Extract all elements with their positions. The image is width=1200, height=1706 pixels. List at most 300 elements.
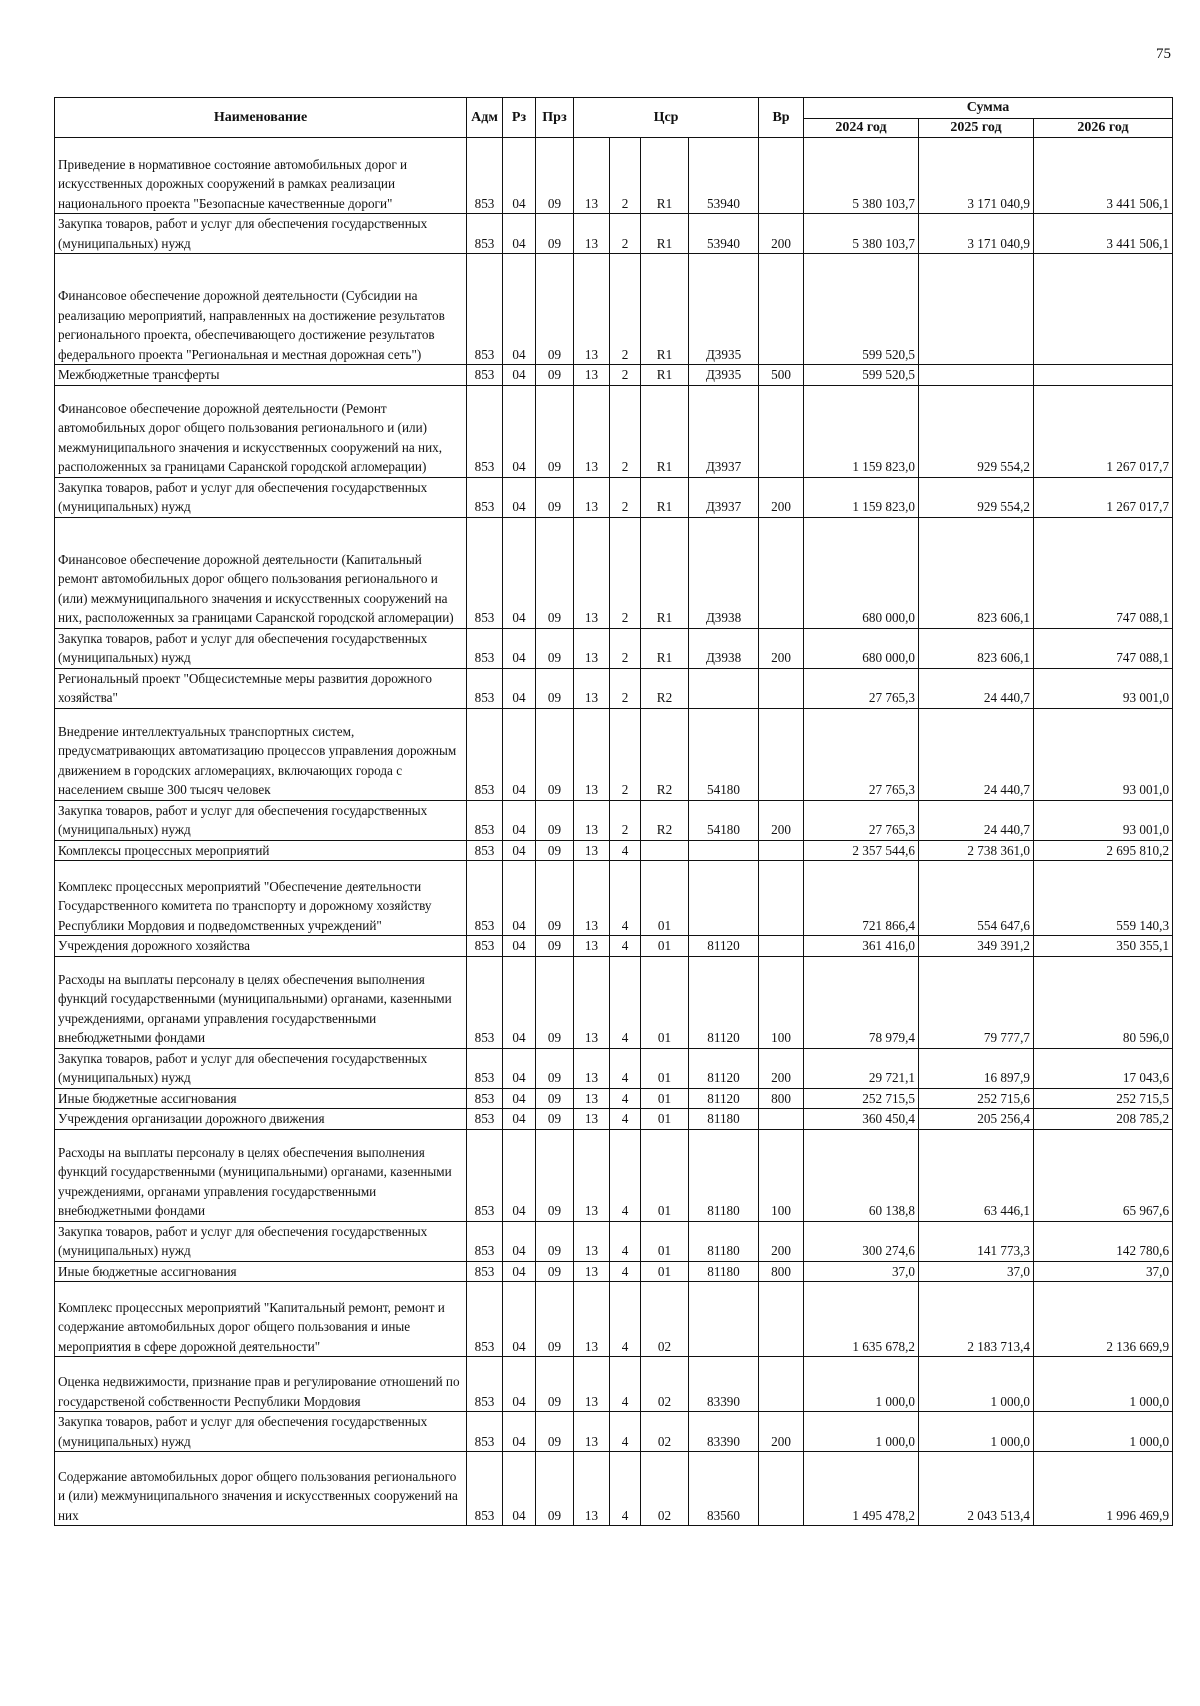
header-rz: Рз: [503, 98, 536, 138]
row-vr: [759, 1282, 804, 1357]
row-value-2024: 599 520,5: [804, 365, 919, 386]
row-name: Учреждения дорожного хозяйства: [55, 936, 467, 957]
row-prz: 09: [536, 1452, 574, 1526]
row-value-2026: 80 596,0: [1034, 956, 1173, 1048]
table-row: [55, 517, 1173, 628]
row-csr-3: R1: [641, 254, 689, 365]
row-value-2024: 2 357 544,6: [804, 840, 919, 861]
row-csr-4: 81120: [689, 936, 759, 957]
row-rz: 04: [503, 628, 536, 668]
table-row: [55, 1088, 1173, 1109]
row-value-2024: 78 979,4: [804, 956, 919, 1048]
row-prz: 09: [536, 477, 574, 517]
row-prz: 09: [536, 668, 574, 708]
row-value-2026: 350 355,1: [1034, 936, 1173, 957]
table-row: [55, 138, 1173, 214]
row-csr-3: 01: [641, 936, 689, 957]
row-value-2026: 37,0: [1034, 1261, 1173, 1282]
row-csr-1: 13: [574, 1452, 610, 1526]
table-row: [55, 477, 1173, 517]
row-prz: 09: [536, 861, 574, 936]
row-csr-2: 2: [610, 517, 641, 628]
row-vr: [759, 517, 804, 628]
row-csr-4: [689, 668, 759, 708]
row-value-2026: 93 001,0: [1034, 800, 1173, 840]
row-name: Закупка товаров, работ и услуг для обеспечения государственных (муниципальных) нужд: [55, 1412, 467, 1452]
row-csr-1: 13: [574, 668, 610, 708]
row-csr-2: 2: [610, 800, 641, 840]
row-csr-3: 01: [641, 1048, 689, 1088]
row-adm: 853: [467, 1357, 503, 1412]
row-value-2025: 3 171 040,9: [919, 138, 1034, 214]
row-value-2026: 1 000,0: [1034, 1412, 1173, 1452]
table-row: [55, 254, 1173, 365]
row-rz: 04: [503, 861, 536, 936]
row-rz: 04: [503, 1129, 536, 1221]
row-value-2024: 361 416,0: [804, 936, 919, 957]
row-adm: 853: [467, 800, 503, 840]
row-vr: 200: [759, 477, 804, 517]
row-csr-3: R1: [641, 365, 689, 386]
row-adm: 853: [467, 1088, 503, 1109]
row-name: Содержание автомобильных дорог общего пользования регионального и (или) межмуниципального значения и искусственных сооружений на них: [55, 1452, 467, 1526]
row-rz: 04: [503, 800, 536, 840]
row-csr-2: 4: [610, 1282, 641, 1357]
row-csr-4: 81180: [689, 1261, 759, 1282]
row-value-2024: 252 715,5: [804, 1088, 919, 1109]
row-csr-2: 2: [610, 477, 641, 517]
row-csr-2: 4: [610, 1357, 641, 1412]
row-csr-4: 81180: [689, 1109, 759, 1130]
row-csr-3: 01: [641, 1109, 689, 1130]
row-rz: 04: [503, 254, 536, 365]
row-rz: 04: [503, 1048, 536, 1088]
row-value-2025: 37,0: [919, 1261, 1034, 1282]
row-vr: 100: [759, 956, 804, 1048]
row-csr-4: Д3937: [689, 385, 759, 477]
table-row: [55, 840, 1173, 861]
row-vr: [759, 708, 804, 800]
row-vr: 200: [759, 214, 804, 254]
row-prz: 09: [536, 1261, 574, 1282]
row-csr-2: 2: [610, 214, 641, 254]
row-value-2026: [1034, 365, 1173, 386]
row-adm: 853: [467, 936, 503, 957]
row-vr: [759, 254, 804, 365]
row-value-2026: 3 441 506,1: [1034, 138, 1173, 214]
row-csr-3: 02: [641, 1357, 689, 1412]
table-row: [55, 800, 1173, 840]
table-row: [55, 668, 1173, 708]
row-adm: 853: [467, 861, 503, 936]
row-csr-3: 02: [641, 1282, 689, 1357]
row-rz: 04: [503, 1357, 536, 1412]
row-vr: 800: [759, 1261, 804, 1282]
row-name: Финансовое обеспечение дорожной деятельности (Субсидии на реализацию мероприятий, направленных на достижение результатов регионального проекта, обеспечивающего достижение результатов федерального проекта "Региональная и местная дорожная сеть"): [55, 254, 467, 365]
row-adm: 853: [467, 956, 503, 1048]
row-prz: 09: [536, 214, 574, 254]
table-row: [55, 1357, 1173, 1412]
row-csr-3: R2: [641, 800, 689, 840]
row-name: Иные бюджетные ассигнования: [55, 1088, 467, 1109]
row-csr-2: 4: [610, 956, 641, 1048]
table-row: [55, 1129, 1173, 1221]
row-value-2026: [1034, 254, 1173, 365]
row-csr-1: 13: [574, 365, 610, 386]
row-csr-2: 2: [610, 365, 641, 386]
row-value-2026: 17 043,6: [1034, 1048, 1173, 1088]
row-name: Иные бюджетные ассигнования: [55, 1261, 467, 1282]
row-value-2026: 1 267 017,7: [1034, 477, 1173, 517]
row-adm: 853: [467, 1109, 503, 1130]
row-csr-4: 53940: [689, 138, 759, 214]
row-adm: 853: [467, 517, 503, 628]
row-value-2026: 559 140,3: [1034, 861, 1173, 936]
row-value-2026: 747 088,1: [1034, 517, 1173, 628]
row-adm: 853: [467, 1412, 503, 1452]
row-csr-4: 54180: [689, 708, 759, 800]
row-csr-4: Д3937: [689, 477, 759, 517]
row-name: Финансовое обеспечение дорожной деятельности (Ремонт автомобильных дорог общего пользования регионального и (или) межмуниципального значения и искусственных сооружений на них, расположенных за границами Саранской городской агломерации): [55, 385, 467, 477]
row-value-2024: 27 765,3: [804, 708, 919, 800]
row-csr-2: 2: [610, 708, 641, 800]
row-value-2025: 24 440,7: [919, 800, 1034, 840]
row-csr-3: 02: [641, 1452, 689, 1526]
row-value-2026: 252 715,5: [1034, 1088, 1173, 1109]
row-name: Закупка товаров, работ и услуг для обеспечения государственных (муниципальных) нужд: [55, 477, 467, 517]
row-value-2026: 208 785,2: [1034, 1109, 1173, 1130]
row-value-2024: 1 635 678,2: [804, 1282, 919, 1357]
row-value-2025: [919, 254, 1034, 365]
row-prz: 09: [536, 936, 574, 957]
table-row: [55, 861, 1173, 936]
row-rz: 04: [503, 1282, 536, 1357]
row-prz: 09: [536, 956, 574, 1048]
row-csr-1: 13: [574, 936, 610, 957]
row-csr-3: R2: [641, 668, 689, 708]
row-csr-4: 83560: [689, 1452, 759, 1526]
row-prz: 09: [536, 1282, 574, 1357]
row-csr-2: 2: [610, 138, 641, 214]
row-rz: 04: [503, 936, 536, 957]
row-name: Межбюджетные трансферты: [55, 365, 467, 386]
row-csr-4: 53940: [689, 214, 759, 254]
row-name: Закупка товаров, работ и услуг для обеспечения государственных (муниципальных) нужд: [55, 1221, 467, 1261]
row-csr-3: R1: [641, 385, 689, 477]
table-row: [55, 1221, 1173, 1261]
row-value-2025: 16 897,9: [919, 1048, 1034, 1088]
row-name: Внедрение интеллектуальных транспортных систем, предусматривающих автоматизацию процессов управления дорожным движением в городских агломерациях, включающих города с населением свыше 300 тысяч человек: [55, 708, 467, 800]
row-rz: 04: [503, 365, 536, 386]
row-rz: 04: [503, 1452, 536, 1526]
row-csr-4: [689, 1282, 759, 1357]
row-value-2024: 721 866,4: [804, 861, 919, 936]
row-vr: 200: [759, 628, 804, 668]
row-csr-1: 13: [574, 1357, 610, 1412]
row-vr: 200: [759, 800, 804, 840]
row-csr-2: 4: [610, 936, 641, 957]
row-rz: 04: [503, 138, 536, 214]
row-vr: [759, 1452, 804, 1526]
row-csr-3: R1: [641, 517, 689, 628]
row-csr-2: 4: [610, 1452, 641, 1526]
row-name: Финансовое обеспечение дорожной деятельности (Капитальный ремонт автомобильных дорог общего пользования регионального и (или) межмуниципального значения и искусственных сооружений на них, расположенных за границами Саранской городской агломерации): [55, 517, 467, 628]
row-rz: 04: [503, 1109, 536, 1130]
row-value-2025: 349 391,2: [919, 936, 1034, 957]
row-csr-3: 01: [641, 1129, 689, 1221]
row-csr-4: [689, 861, 759, 936]
row-csr-4: 81120: [689, 1088, 759, 1109]
row-name: Расходы на выплаты персоналу в целях обеспечения выполнения функций государственными (муниципальными) органами, казенными учреждениями, органами управления государственными внебюджетными фондами: [55, 1129, 467, 1221]
row-name: Расходы на выплаты персоналу в целях обеспечения выполнения функций государственными (муниципальными) органами, казенными учреждениями, органами управления государственными внебюджетными фондами: [55, 956, 467, 1048]
row-value-2024: 1 495 478,2: [804, 1452, 919, 1526]
row-name: Оценка недвижимости, признание прав и регулирование отношений по государственой собственности Республики Мордовия: [55, 1357, 467, 1412]
row-vr: 200: [759, 1048, 804, 1088]
row-csr-4: Д3935: [689, 365, 759, 386]
row-csr-2: 4: [610, 1412, 641, 1452]
row-value-2024: 60 138,8: [804, 1129, 919, 1221]
row-adm: 853: [467, 1452, 503, 1526]
row-vr: [759, 1357, 804, 1412]
row-value-2025: 24 440,7: [919, 708, 1034, 800]
row-value-2026: 93 001,0: [1034, 708, 1173, 800]
row-rz: 04: [503, 477, 536, 517]
row-csr-2: 2: [610, 385, 641, 477]
header-2025: 2025 год: [919, 119, 1034, 138]
row-value-2025: 79 777,7: [919, 956, 1034, 1048]
row-rz: 04: [503, 1221, 536, 1261]
row-csr-1: 13: [574, 1088, 610, 1109]
row-csr-3: [641, 840, 689, 861]
row-adm: 853: [467, 477, 503, 517]
row-vr: 800: [759, 1088, 804, 1109]
row-csr-1: 13: [574, 385, 610, 477]
row-value-2024: 27 765,3: [804, 668, 919, 708]
row-value-2024: 300 274,6: [804, 1221, 919, 1261]
row-prz: 09: [536, 800, 574, 840]
row-name: Учреждения организации дорожного движения: [55, 1109, 467, 1130]
row-vr: [759, 936, 804, 957]
row-prz: 09: [536, 628, 574, 668]
row-value-2024: 360 450,4: [804, 1109, 919, 1130]
row-prz: 09: [536, 1357, 574, 1412]
row-csr-1: 13: [574, 708, 610, 800]
row-csr-4: Д3935: [689, 254, 759, 365]
row-value-2025: 823 606,1: [919, 628, 1034, 668]
table-row: [55, 708, 1173, 800]
row-csr-4: [689, 840, 759, 861]
row-csr-2: 4: [610, 1088, 641, 1109]
row-csr-4: 81180: [689, 1221, 759, 1261]
row-value-2025: 1 000,0: [919, 1357, 1034, 1412]
header-prz: Прз: [536, 98, 574, 138]
row-csr-3: 01: [641, 956, 689, 1048]
row-value-2024: 680 000,0: [804, 628, 919, 668]
row-adm: 853: [467, 668, 503, 708]
row-csr-3: 01: [641, 1261, 689, 1282]
row-adm: 853: [467, 138, 503, 214]
row-value-2024: 599 520,5: [804, 254, 919, 365]
row-rz: 04: [503, 1088, 536, 1109]
row-prz: 09: [536, 385, 574, 477]
row-value-2024: 1 159 823,0: [804, 385, 919, 477]
row-value-2026: 65 967,6: [1034, 1129, 1173, 1221]
row-value-2025: 823 606,1: [919, 517, 1034, 628]
row-vr: [759, 668, 804, 708]
row-vr: [759, 840, 804, 861]
row-adm: 853: [467, 1048, 503, 1088]
row-csr-1: 13: [574, 477, 610, 517]
row-prz: 09: [536, 1088, 574, 1109]
row-adm: 853: [467, 385, 503, 477]
row-adm: 853: [467, 214, 503, 254]
row-adm: 853: [467, 628, 503, 668]
row-csr-2: 4: [610, 861, 641, 936]
row-csr-4: 81120: [689, 1048, 759, 1088]
table-body: [55, 138, 1173, 1526]
row-prz: 09: [536, 138, 574, 214]
header-sum: Сумма: [804, 98, 1173, 119]
row-value-2026: 93 001,0: [1034, 668, 1173, 708]
row-csr-2: 4: [610, 1109, 641, 1130]
row-csr-1: 13: [574, 956, 610, 1048]
row-value-2024: 1 000,0: [804, 1357, 919, 1412]
row-value-2024: 29 721,1: [804, 1048, 919, 1088]
row-csr-4: 54180: [689, 800, 759, 840]
row-csr-3: 01: [641, 861, 689, 936]
row-name: Региональный проект "Общесистемные меры развития дорожного хозяйства": [55, 668, 467, 708]
row-vr: 200: [759, 1221, 804, 1261]
row-adm: 853: [467, 840, 503, 861]
row-csr-3: 01: [641, 1221, 689, 1261]
row-csr-2: 4: [610, 1048, 641, 1088]
table-row: [55, 1452, 1173, 1526]
row-value-2025: 2 043 513,4: [919, 1452, 1034, 1526]
row-vr: 500: [759, 365, 804, 386]
row-value-2025: 252 715,6: [919, 1088, 1034, 1109]
row-csr-4: Д3938: [689, 628, 759, 668]
row-csr-1: 13: [574, 1048, 610, 1088]
row-csr-2: 4: [610, 1261, 641, 1282]
row-csr-4: Д3938: [689, 517, 759, 628]
row-csr-1: 13: [574, 800, 610, 840]
row-prz: 09: [536, 517, 574, 628]
row-name: Комплексы процессных мероприятий: [55, 840, 467, 861]
row-csr-4: 83390: [689, 1412, 759, 1452]
row-csr-2: 2: [610, 668, 641, 708]
row-csr-2: 2: [610, 628, 641, 668]
row-vr: 200: [759, 1412, 804, 1452]
row-prz: 09: [536, 1129, 574, 1221]
row-csr-2: 4: [610, 1221, 641, 1261]
table-row: [55, 1412, 1173, 1452]
header-vr: Вр: [759, 98, 804, 138]
row-value-2025: 141 773,3: [919, 1221, 1034, 1261]
row-rz: 04: [503, 708, 536, 800]
row-value-2025: 3 171 040,9: [919, 214, 1034, 254]
table-row: [55, 628, 1173, 668]
row-value-2026: 142 780,6: [1034, 1221, 1173, 1261]
row-value-2024: 5 380 103,7: [804, 138, 919, 214]
row-vr: [759, 861, 804, 936]
row-csr-4: 81180: [689, 1129, 759, 1221]
row-prz: 09: [536, 1109, 574, 1130]
row-prz: 09: [536, 1412, 574, 1452]
row-value-2025: 24 440,7: [919, 668, 1034, 708]
header-name: Наименование: [55, 98, 467, 138]
table-row: [55, 214, 1173, 254]
row-csr-2: 2: [610, 254, 641, 365]
table-row: [55, 1282, 1173, 1357]
table-row: [55, 1109, 1173, 1130]
header-2024: 2024 год: [804, 119, 919, 138]
row-value-2026: 2 136 669,9: [1034, 1282, 1173, 1357]
row-csr-1: 13: [574, 517, 610, 628]
row-csr-1: 13: [574, 254, 610, 365]
row-csr-3: R1: [641, 477, 689, 517]
row-adm: 853: [467, 1261, 503, 1282]
row-rz: 04: [503, 385, 536, 477]
header-adm: Адм: [467, 98, 503, 138]
row-rz: 04: [503, 668, 536, 708]
row-csr-3: R1: [641, 214, 689, 254]
row-value-2025: 63 446,1: [919, 1129, 1034, 1221]
row-value-2025: 1 000,0: [919, 1412, 1034, 1452]
row-vr: [759, 385, 804, 477]
row-rz: 04: [503, 1412, 536, 1452]
table-row: [55, 1261, 1173, 1282]
table-row: [55, 365, 1173, 386]
row-adm: 853: [467, 1221, 503, 1261]
row-csr-2: 4: [610, 840, 641, 861]
row-csr-1: 13: [574, 1109, 610, 1130]
budget-table: [54, 97, 1173, 1526]
row-value-2026: 747 088,1: [1034, 628, 1173, 668]
row-csr-2: 4: [610, 1129, 641, 1221]
row-value-2025: 205 256,4: [919, 1109, 1034, 1130]
row-value-2024: 680 000,0: [804, 517, 919, 628]
row-prz: 09: [536, 1221, 574, 1261]
row-value-2024: 1 159 823,0: [804, 477, 919, 517]
row-name: Приведение в нормативное состояние автомобильных дорог и искусственных дорожных сооружений в рамках реализации национального проекта "Безопасные качественные дороги": [55, 138, 467, 214]
row-value-2025: 929 554,2: [919, 385, 1034, 477]
row-prz: 09: [536, 840, 574, 861]
row-rz: 04: [503, 517, 536, 628]
row-value-2024: 27 765,3: [804, 800, 919, 840]
row-value-2026: 1 996 469,9: [1034, 1452, 1173, 1526]
header-csr: Цср: [574, 98, 759, 138]
row-value-2024: 1 000,0: [804, 1412, 919, 1452]
row-csr-3: R1: [641, 138, 689, 214]
row-value-2025: 554 647,6: [919, 861, 1034, 936]
table-row: [55, 1048, 1173, 1088]
row-rz: 04: [503, 214, 536, 254]
row-csr-1: 13: [574, 1412, 610, 1452]
row-value-2025: [919, 365, 1034, 386]
table-row: [55, 936, 1173, 957]
row-name: Комплекс процессных мероприятий "Обеспечение деятельности Государственного комитета по транспорту и дорожному хозяйству Республики Мордовия и подведомственных учреждений": [55, 861, 467, 936]
row-prz: 09: [536, 708, 574, 800]
row-adm: 853: [467, 708, 503, 800]
row-csr-4: 83390: [689, 1357, 759, 1412]
row-name: Закупка товаров, работ и услуг для обеспечения государственных (муниципальных) нужд: [55, 800, 467, 840]
row-adm: 853: [467, 1129, 503, 1221]
row-prz: 09: [536, 365, 574, 386]
row-csr-3: 01: [641, 1088, 689, 1109]
row-vr: [759, 1109, 804, 1130]
row-csr-4: 81120: [689, 956, 759, 1048]
row-value-2026: 1 000,0: [1034, 1357, 1173, 1412]
